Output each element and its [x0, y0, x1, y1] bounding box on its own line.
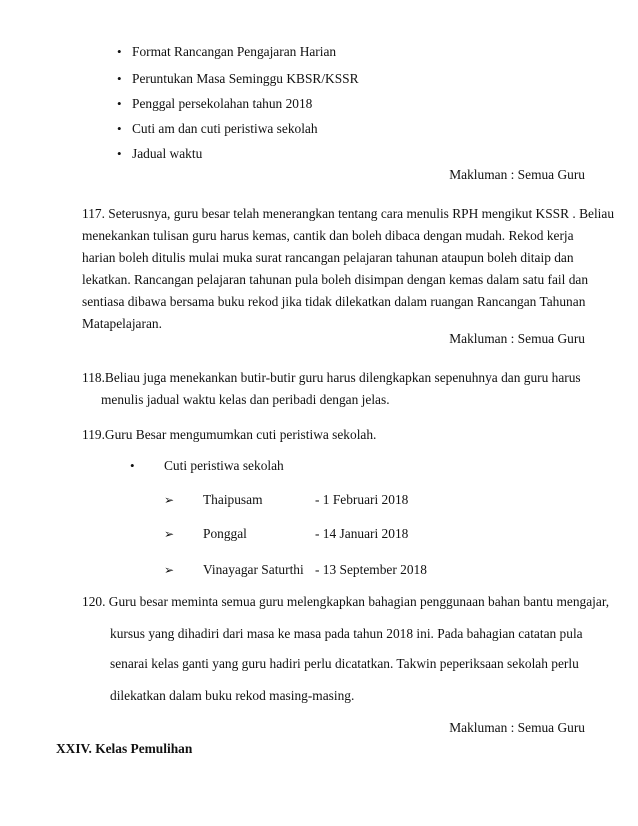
- paragraph-line: senarai kelas ganti yang guru hadiri perlu dicatatkan. Takwin peperiksaan sekolah perlu: [110, 656, 579, 671]
- paragraph-line: 117. Seterusnya, guru besar telah menerangkan tentang cara menulis RPH mengikut KSSR . Beliau: [82, 206, 615, 221]
- bullet-dot: •: [117, 121, 122, 136]
- bullet-dot: •: [130, 458, 135, 473]
- holiday-date: - 14 Januari 2018: [315, 526, 409, 541]
- arrow-bullet-icon: ➢: [164, 563, 175, 577]
- bullet-dot: •: [117, 71, 122, 86]
- bullet-text: Cuti peristiwa sekolah: [164, 458, 284, 473]
- paragraph-line: menulis jadual waktu kelas dan peribadi dengan jelas.: [101, 392, 390, 407]
- makluman-note: Makluman : Semua Guru: [449, 720, 585, 735]
- paragraph-line: sentiasa dibawa bersama buku rekod jika tidak dilekatkan dalam ruangan Rancangan Tahunan: [82, 294, 586, 309]
- paragraph-line: Matapelajaran.: [82, 316, 162, 331]
- holiday-name: Thaipusam: [203, 492, 263, 507]
- holiday-name: Vinayagar Saturthi: [203, 562, 304, 577]
- bullet-dot: •: [117, 96, 122, 111]
- paragraph-line: dilekatkan dalam buku rekod masing-masing.: [110, 688, 355, 703]
- paragraph-line: 118.Beliau juga menekankan butir-butir guru harus dilengkapkan sepenuhnya dan guru harus: [82, 370, 581, 385]
- holiday-name: Ponggal: [203, 526, 247, 541]
- makluman-note: Makluman : Semua Guru: [449, 331, 585, 346]
- holiday-date: - 1 Februari 2018: [315, 492, 409, 507]
- arrow-bullet-icon: ➢: [164, 493, 175, 507]
- paragraph-line: 119.Guru Besar mengumumkan cuti peristiwa sekolah.: [82, 427, 377, 442]
- bullet-text: Cuti am dan cuti peristiwa sekolah: [132, 121, 318, 136]
- paragraph-line: lekatkan. Rancangan pelajaran tahunan pula boleh disimpan dengan kemas dalam satu fail dan: [82, 272, 589, 287]
- bullet-text: Penggal persekolahan tahun 2018: [132, 96, 313, 111]
- paragraph-line: harian boleh ditulis mulai muka surat rancangan pelajaran tahunan ataupun boleh ditaip dan: [82, 250, 574, 265]
- bullet-text: Peruntukan Masa Seminggu KBSR/KSSR: [132, 71, 359, 86]
- holiday-date: - 13 September 2018: [315, 562, 427, 577]
- paragraph-line: 120. Guru besar meminta semua guru melengkapkan bahagian penggunaan bahan bantu mengajar,: [82, 594, 610, 609]
- bullet-text: Format Rancangan Pengajaran Harian: [132, 44, 337, 59]
- bullet-text: Jadual waktu: [132, 146, 203, 161]
- arrow-bullet-icon: ➢: [164, 527, 175, 541]
- paragraph-line: kursus yang dihadiri dari masa ke masa pada tahun 2018 ini. Pada bahagian catatan pula: [110, 626, 583, 641]
- bullet-dot: •: [117, 146, 122, 161]
- section-heading: XXIV. Kelas Pemulihan: [56, 741, 193, 756]
- paragraph-line: menekankan tulisan guru harus kemas, cantik dan boleh dibaca dengan mudah. Rekod kerja: [82, 228, 574, 243]
- bullet-dot: •: [117, 44, 122, 59]
- makluman-note: Makluman : Semua Guru: [449, 167, 585, 182]
